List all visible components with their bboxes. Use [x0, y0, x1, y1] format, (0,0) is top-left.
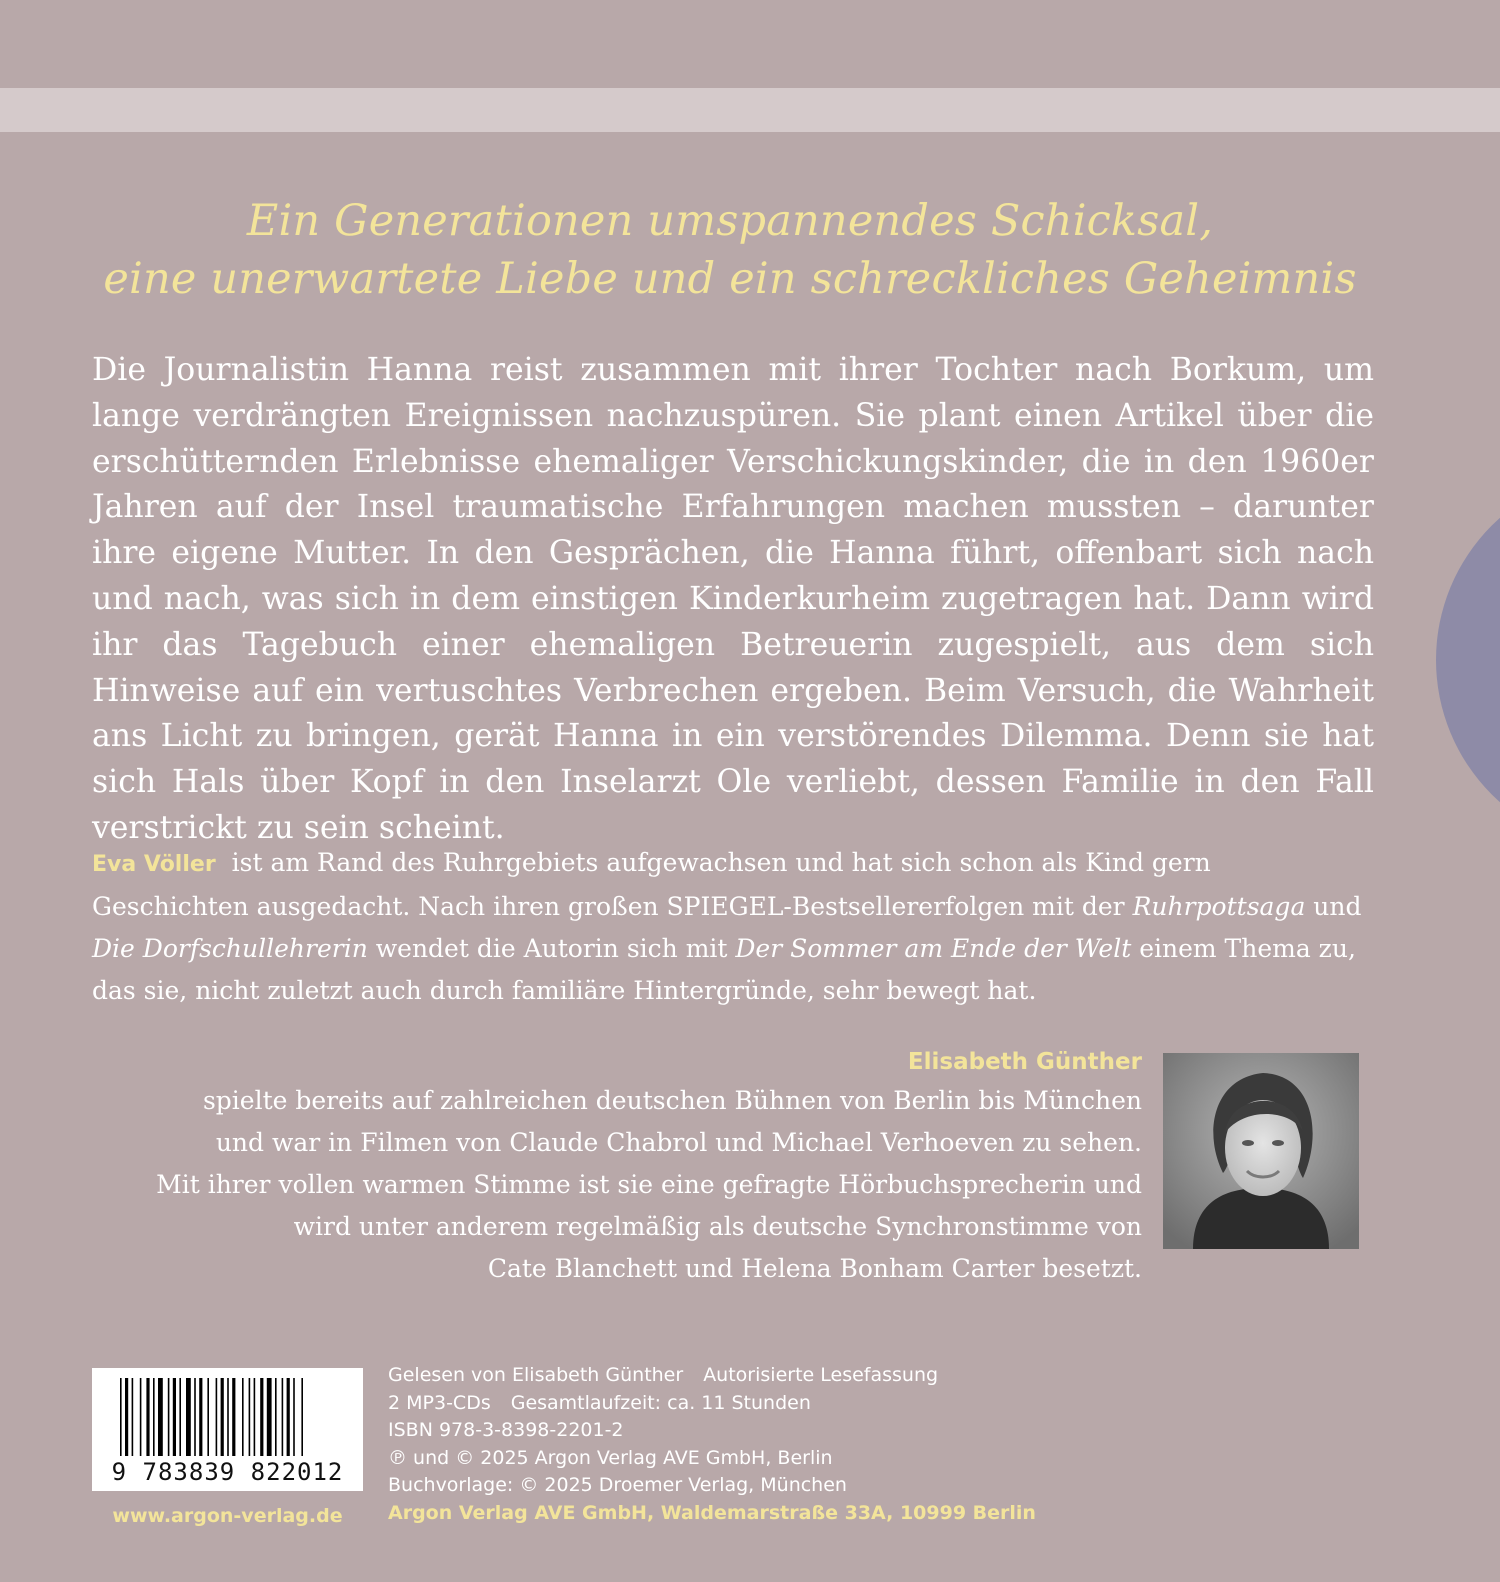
- barcode-bar: [254, 1378, 256, 1456]
- barcode-bar: [267, 1378, 272, 1456]
- barcode-digits: 9 783839 822012: [111, 1458, 344, 1486]
- narrator-bio-line: spielte bereits auf zahlreichen deutschen Bühnen von Berlin bis München: [202, 1086, 1142, 1115]
- barcode-bar: [146, 1378, 149, 1456]
- barcode-bar: [227, 1378, 229, 1456]
- top-decorative-band: [0, 88, 1500, 132]
- barcode-bar: [140, 1378, 142, 1456]
- narrator-bio-line: wird unter anderem regelmäßig als deutsche Synchronstimme von: [293, 1212, 1142, 1241]
- barcode-bar: [179, 1378, 181, 1456]
- credit-format: 2 MP3-CDs: [388, 1391, 491, 1414]
- author-bio-text-2: und: [1305, 892, 1362, 921]
- cd-disc-edge: [1436, 470, 1500, 850]
- website-link[interactable]: www.argon-verlag.de: [112, 1505, 343, 1527]
- credit-read-by: Gelesen von Elisabeth Günther: [388, 1364, 684, 1386]
- barcode-bar: [293, 1378, 295, 1456]
- barcode-bar: [207, 1378, 209, 1456]
- author-bio-text-4: einem Thema zu, das sie, nicht zuletzt auch durch familiäre Hintergründe, sehr bewegt hat.: [92, 934, 1356, 1005]
- barcode-bar: [275, 1378, 277, 1456]
- author-name: Eva Völler: [92, 852, 216, 877]
- credit-isbn: ISBN 978-3-8398-2201-2: [388, 1419, 624, 1441]
- narrator-bio-line: Mit ihrer vollen warmen Stimme ist sie eine gefragte Hörbuchsprecherin und: [156, 1170, 1142, 1199]
- barcode-bar: [199, 1378, 202, 1456]
- barcode-bar: [153, 1378, 155, 1456]
- credit-publisher: Argon Verlag AVE GmbH, Waldemarstraße 33A, 10999 Berlin: [388, 1501, 1036, 1524]
- tagline: [0, 192, 1460, 308]
- barcode-bar: [158, 1378, 163, 1456]
- book-title-ruhrpottsaga: Ruhrpottsaga: [1132, 892, 1306, 921]
- narrator-bio-line: Cate Blanchett und Helena Bonham Carter besetzt.: [487, 1254, 1142, 1283]
- narrator-bio: [96, 1080, 1142, 1290]
- barcode-bar: [301, 1378, 303, 1456]
- barcode-bar: [242, 1378, 244, 1456]
- barcode-bar: [132, 1378, 134, 1456]
- barcode-bar: [125, 1378, 128, 1456]
- barcode-bar: [221, 1378, 224, 1456]
- barcode-bar: [168, 1378, 170, 1456]
- barcode-bar: [287, 1378, 290, 1456]
- book-title-sommer: Der Sommer am Ende der Welt: [735, 934, 1132, 963]
- credit-source: Buchvorlage: © 2025 Droemer Verlag, München: [388, 1474, 847, 1496]
- barcode-bar: [194, 1378, 196, 1456]
- barcode-bar: [216, 1378, 218, 1456]
- barcode: [92, 1368, 363, 1491]
- barcode-bar: [186, 1378, 191, 1456]
- credit-runtime: Gesamtlaufzeit: ca. 11 Stunden: [510, 1391, 811, 1414]
- barcode-bars: [92, 1368, 363, 1460]
- portrait-image: [1163, 1053, 1359, 1249]
- barcode-bar: [120, 1378, 122, 1456]
- author-bio: [92, 842, 1374, 1012]
- synopsis-text: Die Journalistin Hanna reist zusammen mit ihrer Tochter nach Borkum, um lange verdrängten Ereignissen nachzuspüren. Sie plant einen Artikel über die erschütternden Erlebnisse ehemaliger Verschickungskinder, die in den 1960er Jahren auf der Insel traumatische Erfahrungen machen mussten – darunter ihre eigene Mutter. In den Gesprächen, die Hanna führt, offenbart sich nach und nach, was sich in dem einstigen Kinderkurheim zugetragen hat. Dann wird ihr das Tagebuch einer ehemaligen Betreuerin zugespielt, aus dem sich Hinweise auf ein vertuschtes Verbrechen ergeben. Beim Versuch, die Wahrheit ans Licht zu bringen, gerät Hanna in ein verstörendes Dilemma. Denn sie hat sich Hals über Kopf in den Inselarzt Ole verliebt, dessen Familie in den Fall verstrickt zu sein scheint.: [92, 352, 1374, 846]
- credit-copyright: ℗ und © 2025 Argon Verlag AVE GmbH, Berlin: [388, 1446, 833, 1469]
- barcode-bar: [260, 1378, 263, 1456]
- narrator-portrait: [1163, 1053, 1359, 1249]
- barcode-bar: [232, 1378, 235, 1456]
- barcode-bar: [173, 1378, 176, 1456]
- narrator-name: Elisabeth Günther: [907, 1049, 1142, 1075]
- barcode-bar: [249, 1378, 251, 1456]
- tagline-line-2: eine unerwartete Liebe und ein schreckliches Geheimnis: [103, 254, 1357, 304]
- narrator-bio-line: und war in Filmen von Claude Chabrol und Michael Verhoeven zu sehen.: [215, 1128, 1142, 1157]
- tagline-line-1: Ein Generationen umspannendes Schicksal,: [246, 196, 1214, 246]
- author-bio-text-1: ist am Rand des Ruhrgebiets aufgewachsen und hat sich schon als Kind gern Geschichten ausgedacht. Nach ihren großen SPIEGEL-Bestsellererfolgen mit der: [92, 848, 1211, 921]
- author-bio-text-3: wendet die Autorin sich mit: [367, 934, 736, 963]
- credit-edition: Autorisierte Lesefassung: [703, 1364, 939, 1386]
- credits-block: [388, 1362, 1036, 1527]
- book-title-dorfschullehrerin: Die Dorfschullehrerin: [92, 934, 368, 963]
- barcode-bar: [282, 1378, 284, 1456]
